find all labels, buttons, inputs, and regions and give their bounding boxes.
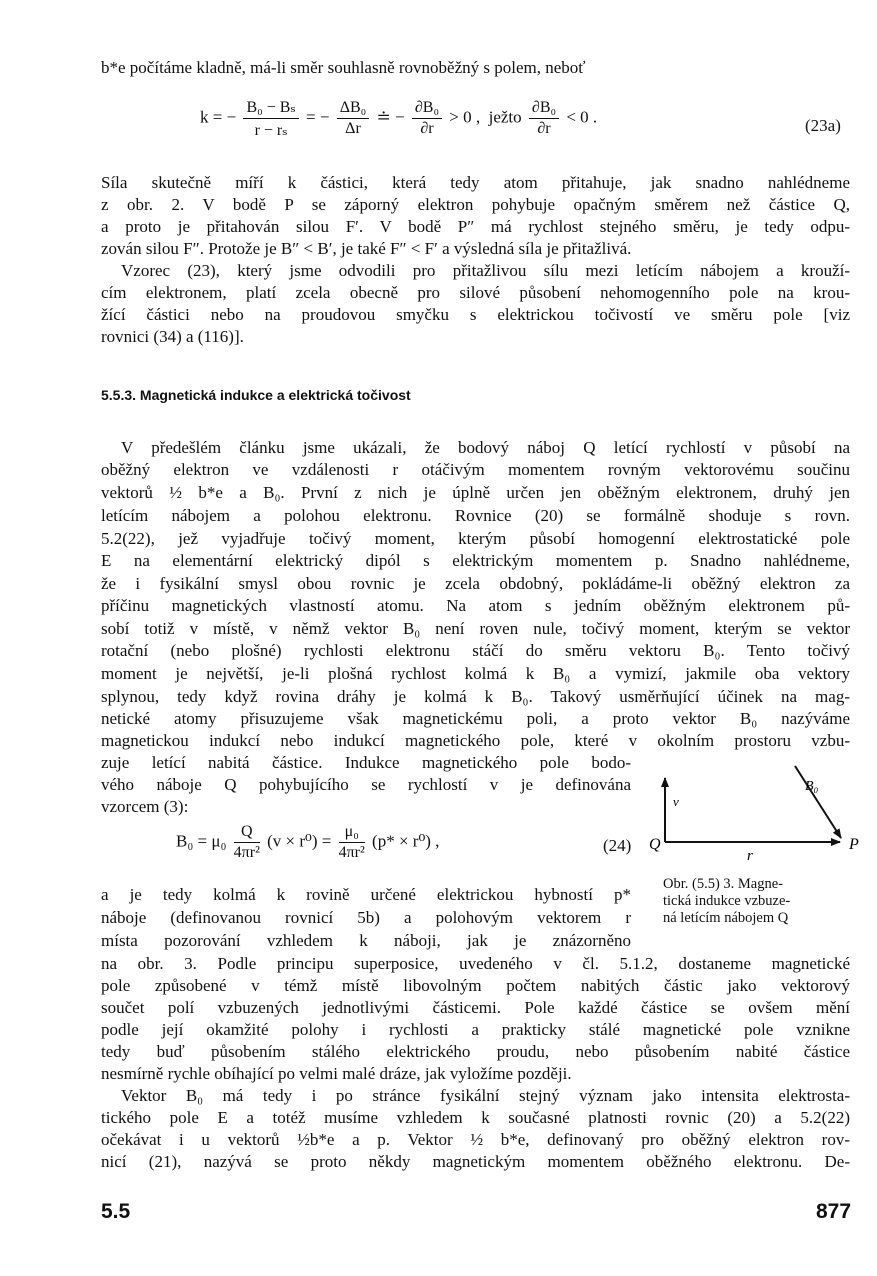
figure-3-diagram (645, 758, 870, 868)
frac-numerator: ∂B₀ (529, 99, 559, 119)
text-line: místa pozorování vzhledem k náboji, jak je znázorněno (101, 931, 631, 950)
equation-number-24: (24) (603, 836, 632, 855)
text-line: 5.2(22), jež vyjadřuje točivý moment, kterým působí homogenní elektrostatické pole (101, 529, 850, 548)
text-line: tického pole E a totéž musíme vzhledem k současné platnosti rovnic (20) a 5.2(22) (101, 1108, 850, 1127)
eq-text: < 0 . (566, 107, 598, 127)
label-r: r (747, 848, 753, 864)
text-line: podle její okamžité polohy i rychlosti a prakticky stálé magnetické pole vznikne (101, 1020, 850, 1039)
eq-text: > 0 , (449, 107, 481, 127)
eq-text: (v × r⁰) = (267, 831, 332, 851)
frac-denominator: r − rₛ (254, 122, 288, 139)
text-line: žící částici nebo na proudovou smyčku s elektrickou točivostí ve směru pole [viz (101, 305, 850, 324)
text-line: Síla skutečně míří k částici, která tedy atom přitahuje, jak snadno nahlédneme (101, 173, 850, 192)
equation-23a (200, 97, 597, 140)
frac-numerator: ∂B₀ (412, 99, 442, 119)
text-line: z obr. 2. V bodě P se záporný elektron pohybuje opačným směrem než částice Q, (101, 195, 850, 214)
eq-text: (p* × r⁰) , (372, 831, 440, 851)
eq-frac (412, 99, 442, 138)
text-line: V předešlém článku jsme ukázali, že bodový náboj Q letící rychlostí v působí na (121, 438, 850, 457)
text-line: zuje letící nabitá částice. Indukce magnetického pole bodo- (101, 753, 631, 772)
frac-numerator: ΔB₀ (337, 99, 370, 119)
text-line: Vzorec (23), který jsme odvodili pro přitažlivou sílu mezi letícím nábojem a krouží- (121, 261, 850, 280)
text-line: že i fysikální smysl obou rovnic je zcela obdobný, pokládáme-li oběžný elektron za (101, 574, 850, 593)
text-line: pole způsobené v témž místě libovolným počtem nabitých částic jako vektorový (101, 976, 850, 995)
eq-frac (243, 97, 298, 140)
text-line: nesmírně rychle obíhající po velmi malé dráze, jak vyložíme později. (101, 1064, 572, 1083)
text-line: náboje (definovanou rovnicí 5b) a polohovým vektorem r (101, 908, 631, 927)
induction-vector-arrow (795, 766, 841, 838)
section-number: 5.5 (101, 1200, 131, 1223)
eq-text: ježto (488, 107, 522, 127)
text-line: příčinu magnetických vlastností atomu. Na atom s jedním oběžným elektronem pů- (101, 596, 850, 615)
label-v: v (673, 794, 679, 809)
text-line: splynou, tedy když rovina dráhy je kolmá k B₀. Takový usměrňující účinek na mag- (101, 687, 850, 706)
text-line: na obr. 3. Podle principu superposice, uvedeného v čl. 5.1.2, dostaneme magnetické (101, 954, 850, 973)
frac-numerator: μ₀ (339, 823, 365, 843)
text-line: tedy buď působením stálého elektrického proudu, nebo působením nabité částice (101, 1042, 850, 1061)
equation-24 (176, 823, 439, 862)
eq-text: = − (306, 107, 330, 127)
text-line: E na elementární elektrický dipól s elektrickým momentem p. Snadno nahlédneme, (101, 551, 850, 570)
text-line: cím elektronem, platí zcela obecně pro silové působení nehomogenního pole na krou- (101, 283, 850, 302)
text-line: sobí totiž v místě, v němž vektor B₀ není roven nule, točivý moment, kterým se vektor (101, 619, 850, 638)
figure-caption-line: tická indukce vzbuze- (663, 893, 791, 909)
label-q: Q (649, 836, 661, 853)
text-line: nicí (21), nazývá se proto někdy magnetickým momentem oběžného elektronu. De- (101, 1152, 850, 1171)
text-line: vého náboje Q pohybujícího se rychlostí v je definována (101, 775, 631, 794)
eq-frac (337, 99, 370, 138)
eq-frac (339, 823, 365, 862)
frac-numerator: Q (234, 823, 260, 843)
text-line: zován silou F″. Protože je B″ < B′, je také F″ < F′ a výsledná síla je přitažlivá. (101, 239, 632, 258)
frac-denominator: ∂r (420, 120, 434, 137)
eq-lhs: k = − (200, 107, 237, 127)
label-p: P (849, 836, 859, 853)
text-line: očekávat i u vektorů ½b*e a p. Vektor ½ b*e, definovaný pro oběžný elektron rov- (101, 1130, 850, 1149)
frac-denominator: Δr (345, 120, 361, 137)
label-b0: B₀ (805, 779, 819, 794)
eq-frac (529, 99, 559, 138)
text-line: součet polí vzbuzených jednotlivými částicemi. Pole každé částice se ovšem mění (101, 998, 850, 1017)
text-line: a proto je přitahován silou F′. V bodě P″ má rychlost stejného směru, je tedy odpu- (101, 217, 850, 236)
section-heading: 5.5.3. Magnetická indukce a elektrická točivost (101, 387, 411, 403)
text-line: vzorcem (3): (101, 797, 189, 816)
intro-line: b*e počítáme kladně, má-li směr souhlasně rovnoběžný s polem, neboť (101, 58, 586, 77)
frac-denominator: ∂r (537, 120, 551, 137)
eq-frac (234, 823, 260, 862)
text-line: magnetickou indukcí nebo indukcí magnetického pole, které v okolním prostoru vzbu- (101, 731, 850, 750)
frac-numerator: B₀ − Bₛ (243, 97, 298, 119)
frac-denominator: 4πr² (338, 844, 365, 861)
figure-caption-line: ná letícím nábojem Q (663, 910, 789, 926)
text-line: letícím nábojem a polohou elektronu. Rovnice (20) se formálně shoduje s rovn. (101, 506, 850, 525)
figure-caption-line: Obr. (5.5) 3. Magne- (663, 876, 784, 892)
eq-lhs: B₀ = μ₀ (176, 831, 227, 851)
text-line: oběžný elektron ve vzdálenosti r otáčivým momentem rovným vektorovému součinu (101, 460, 850, 479)
frac-denominator: 4πr² (233, 844, 260, 861)
text-line: a je tedy kolmá k rovině určené elektrickou hybností p* (101, 885, 631, 904)
text-line: rovnici (34) a (116)]. (101, 327, 244, 346)
text-line: rotační (nebo plošné) rychlosti elektronu stáčí do směru vektoru B₀. Tento točivý (101, 641, 850, 660)
equation-number-23a: (23a) (805, 116, 841, 135)
page-number: 877 (816, 1200, 852, 1223)
text-line: moment je největší, je-li plošná rychlost kolmá k B₀ a vymizí, jakmile oba vektory (101, 664, 850, 683)
eq-text: ≐ − (376, 107, 405, 127)
text-line: Vektor B₀ má tedy i po stránce fysikální stejný význam jako intensita elektrosta- (121, 1086, 850, 1105)
text-line: netické atomy přisuzujeme však magnetickému poli, a proto vektor B₀ nazýváme (101, 709, 850, 728)
text-line: vektorů ½ b*e a B₀. První z nich je úplně určen jen oběžným elektronem, druhý jen (101, 483, 850, 502)
